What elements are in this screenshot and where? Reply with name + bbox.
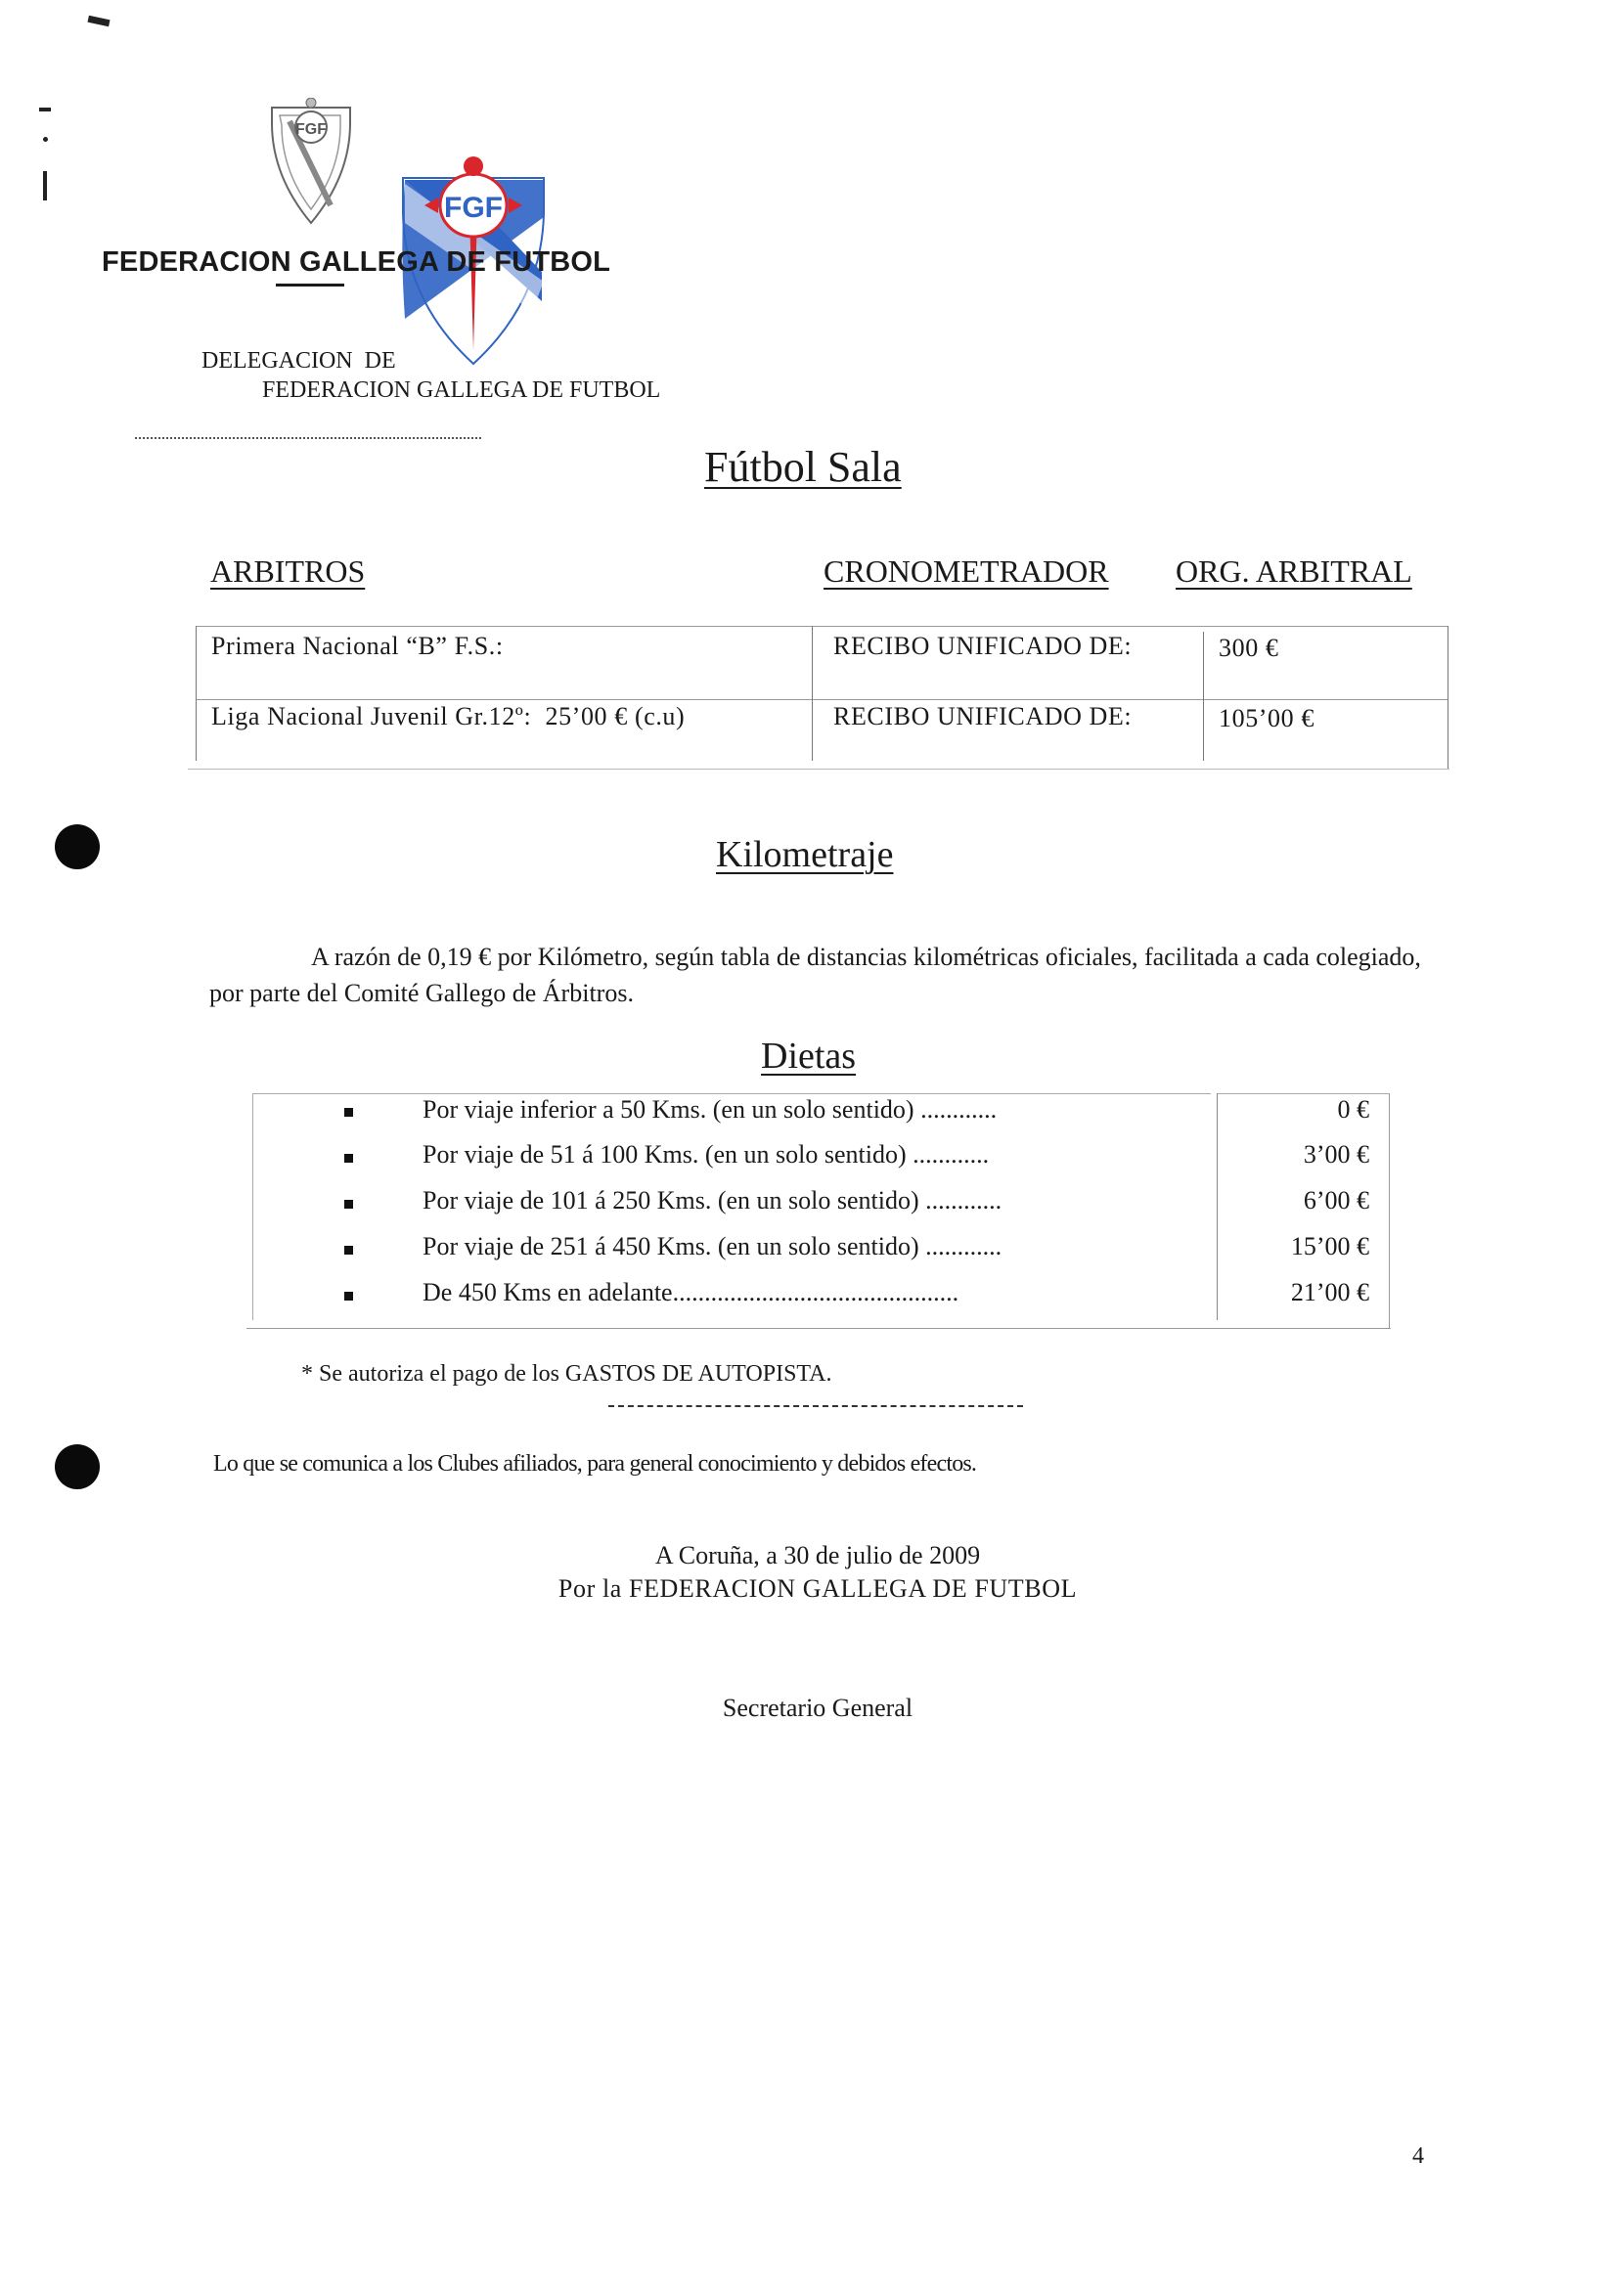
scan-mark (43, 137, 48, 142)
page-number: 4 (1412, 2143, 1424, 2169)
dieta-label: Por viaje de 251 á 450 Kms. (en un solo sentido) ............ (423, 1232, 1002, 1260)
bullet-icon (344, 1200, 353, 1209)
dieta-label: De 450 Kms en adelante............................................. (423, 1278, 959, 1306)
page-title: Fútbol Sala (704, 443, 902, 491)
punch-hole (55, 1444, 100, 1489)
federation-logo-small (268, 98, 354, 227)
communication-text: Lo que se comunica a los Clubes afiliados, para general conocimiento y debidos efectos. (213, 1451, 977, 1477)
heading-org-arbitral: ORG. ARBITRAL (1176, 553, 1412, 589)
dieta-label: Por viaje de 51 á 100 Kms. (en un solo sentido) ............ (423, 1140, 990, 1169)
dieta-label: Por viaje inferior a 50 Kms. (en un solo sentido) ............ (423, 1095, 998, 1124)
referee-amount: 300 € (1219, 634, 1279, 662)
heading-arbitros: ARBITROS (210, 553, 366, 589)
dieta-amount: 3’00 € (1303, 1140, 1369, 1169)
scan-mark (88, 16, 111, 26)
logo-text: FGF (444, 192, 503, 224)
dietas-heading: Dietas (761, 1036, 857, 1077)
kilometraje-text: A razón de 0,19 € por Kilómetro, según tabla de distancias kilométricas oficiales, facilitada a cada colegiado, por parte del Comité Gallego de Árbitros. (209, 943, 1421, 1007)
bullet-icon (344, 1292, 353, 1301)
referee-category: Primera Nacional “B” F.S.: (211, 632, 504, 660)
bullet-icon (344, 1246, 353, 1255)
dieta-amount: 15’00 € (1290, 1232, 1369, 1260)
dieta-amount: 21’00 € (1290, 1278, 1369, 1306)
referee-receipt: RECIBO UNIFICADO DE: (833, 702, 1133, 730)
federation-name: FEDERACION GALLEGA DE FUTBOL (102, 246, 611, 278)
delegation-dotted-line (135, 437, 481, 439)
delegation-label: DELEGACION DE (201, 348, 396, 374)
referee-category: Liga Nacional Juvenil Gr.12º: 25’00 € (c.u) (211, 702, 686, 730)
signature-role: Secretario General (722, 1694, 913, 1722)
autopista-note: * Se autoriza el pago de los GASTOS DE AUTOPISTA. (301, 1361, 832, 1387)
bullet-icon (344, 1154, 353, 1163)
place-date: A Coruña, a 30 de julio de 2009 (654, 1541, 981, 1569)
signature-by: Por la FEDERACION GALLEGA DE FUTBOL (557, 1574, 1078, 1603)
delegation-name: FEDERACION GALLEGA DE FUTBOL (262, 377, 661, 403)
referee-amount: 105’00 € (1219, 704, 1314, 732)
punch-hole (55, 824, 100, 869)
logo-small-text: FGF (295, 121, 327, 138)
referee-receipt: RECIBO UNIFICADO DE: (833, 632, 1133, 660)
heading-cronometrador: CRONOMETRADOR (824, 553, 1109, 589)
bullet-icon (344, 1108, 353, 1117)
scan-mark (43, 171, 47, 200)
scan-mark (39, 108, 51, 111)
kilometraje-heading: Kilometraje (716, 834, 894, 875)
dieta-amount: 6’00 € (1303, 1186, 1369, 1214)
dieta-amount: 0 € (1337, 1095, 1369, 1124)
federation-rule (276, 284, 344, 287)
dieta-label: Por viaje de 101 á 250 Kms. (en un solo sentido) ............ (423, 1186, 1002, 1214)
dashed-separator (608, 1405, 1023, 1407)
